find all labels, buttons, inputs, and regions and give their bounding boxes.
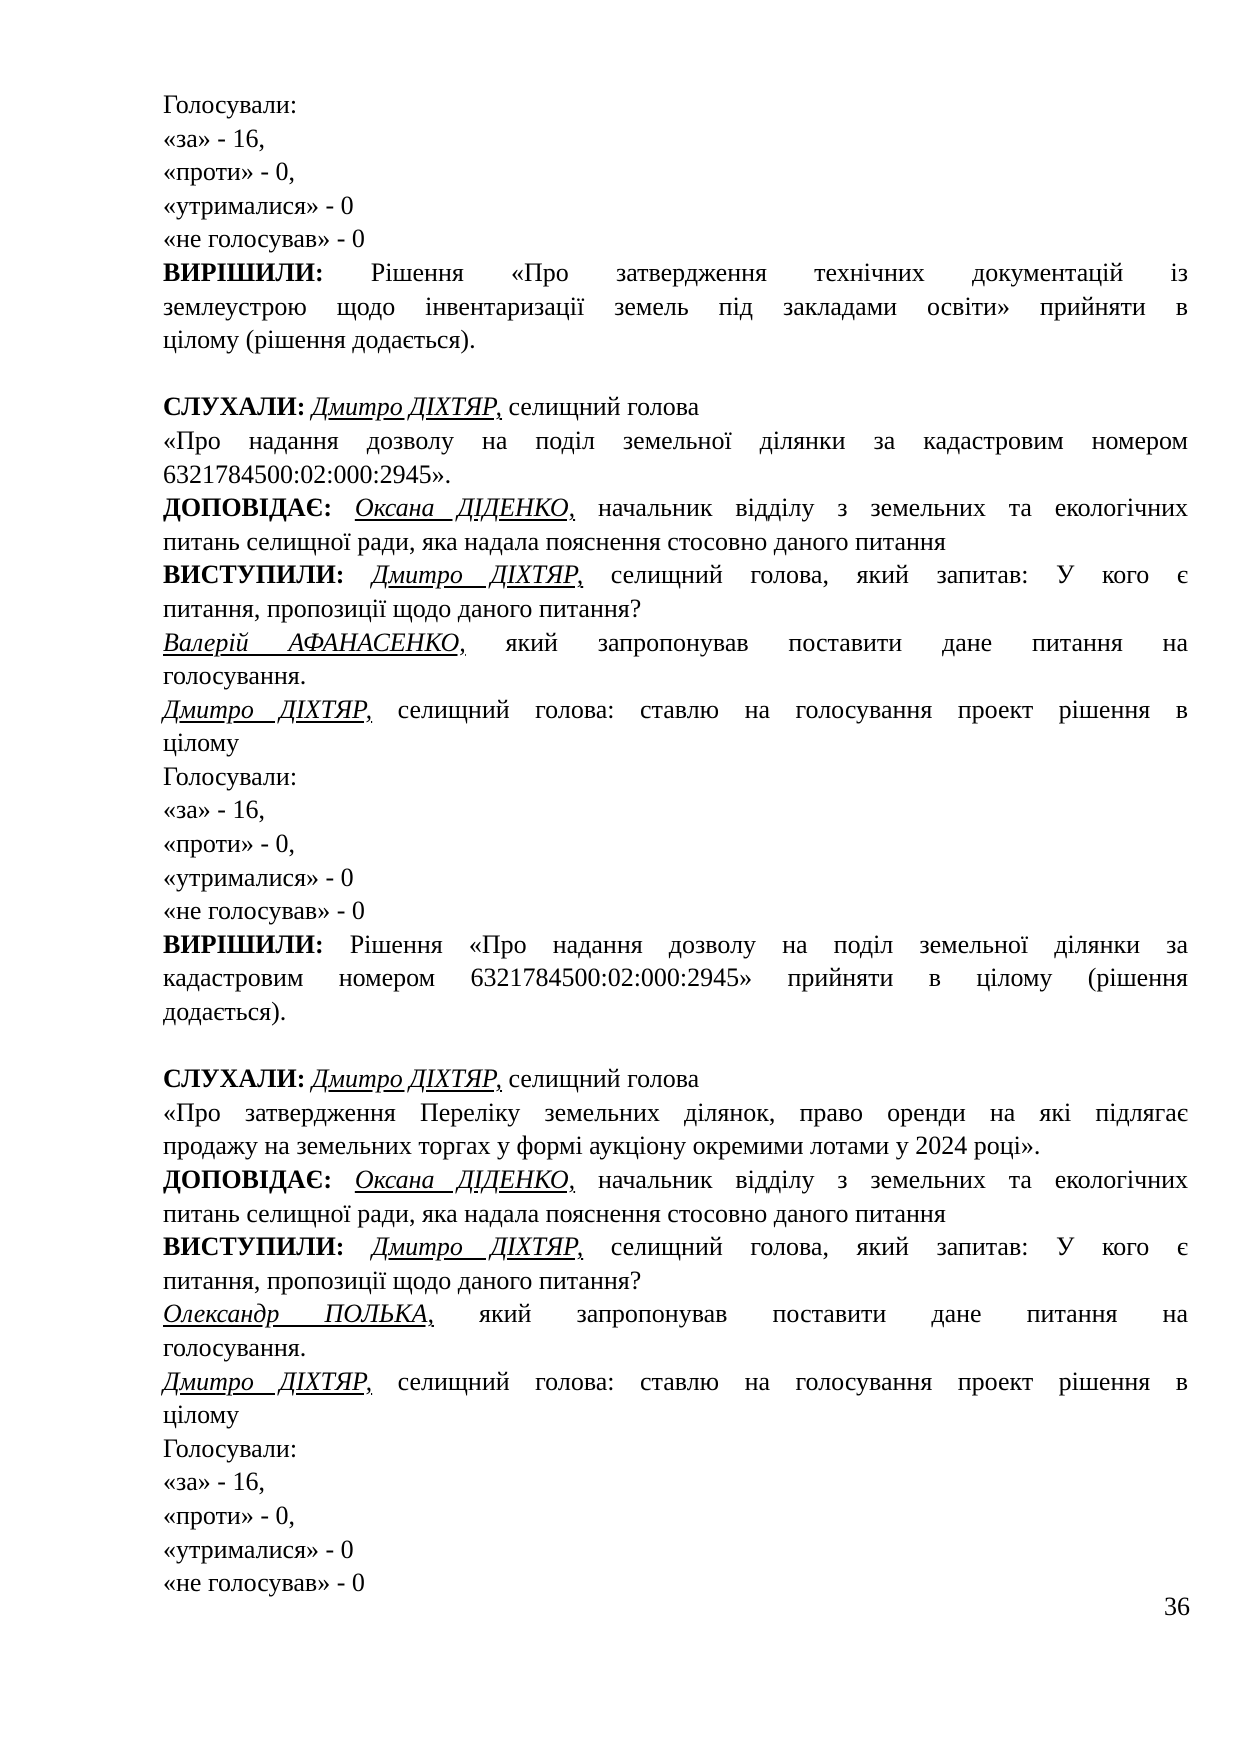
proposal-text: який запропонував поставити дане питання на: [465, 627, 1188, 657]
spoke-line: питання, пропозиції щодо даного питання?: [163, 1265, 642, 1295]
decision-block: [163, 256, 1188, 357]
report-line: питань селищної ради, яка надала пояснення стосовно даного питання: [163, 1198, 946, 1228]
votes-abstained: «утрималися» - 0: [163, 1534, 354, 1564]
votes-not-voted: «не голосував» - 0: [163, 1568, 365, 1598]
votes-not-voted: «не голосував» - 0: [163, 224, 365, 254]
decision-label: ВИРІШИЛИ:: [163, 257, 324, 287]
votes-title: Голосували:: [163, 1433, 298, 1463]
votes-for: «за» - 16,: [163, 123, 265, 153]
heard-role: селищний голова: [502, 392, 700, 422]
agenda-item-1: [163, 390, 1188, 1028]
report-text: начальник відділу з земельних та екологічних: [575, 1165, 1189, 1194]
report-line: питань селищної ради, яка надала пояснення стосовно даного питання: [163, 526, 946, 556]
proposer-name: Валерій АФАНАСЕНКО,: [163, 627, 466, 657]
topic-line: продажу на земельних торгах у формі аукціону окремими лотами у 2024 році».: [163, 1131, 1041, 1161]
heard-person: Дмитро ДІХТЯР,: [311, 392, 503, 422]
section-gap: [163, 357, 1188, 391]
decision-line: цілому (рішення додається).: [163, 325, 476, 355]
votes-for: «за» - 16,: [163, 1467, 265, 1497]
vote-block: [163, 88, 1188, 256]
chair-line: цілому: [163, 1400, 240, 1430]
proposal-text: який запропонував поставити дане питання на: [433, 1299, 1188, 1329]
votes-not-voted: «не голосував» - 0: [163, 896, 365, 926]
spoke-line: питання, пропозиції щодо даного питання?: [163, 593, 642, 623]
spoke-text: селищний голова, який запитав: У кого є: [583, 560, 1188, 590]
votes-title: Голосували:: [163, 761, 298, 791]
chair-name: Дмитро ДІХТЯР,: [163, 694, 373, 724]
page-number: 36: [1164, 1592, 1190, 1621]
votes-against: «проти» - 0,: [163, 1500, 296, 1530]
spoke-text: селищний голова, який запитав: У кого є: [583, 1232, 1188, 1262]
spoke-label: ВИСТУПИЛИ:: [163, 560, 345, 590]
votes-for: «за» - 16,: [163, 795, 265, 825]
votes-title: Голосували:: [163, 90, 298, 119]
section-gap: [163, 1029, 1188, 1063]
decision-line: додається).: [163, 997, 287, 1027]
decision-line: кадастровим номером 6321784500:02:000:2945» прийняти в цілому (рішення: [163, 963, 1188, 993]
heard-label: СЛУХАЛИ:: [163, 1064, 306, 1094]
topic-line: «Про затвердження Переліку земельних ділянок, право оренди на які підлягає: [163, 1097, 1188, 1127]
decision-text: Рішення «Про надання дозволу на поділ земельної ділянки за: [323, 929, 1188, 959]
report-person: Оксана ДІДЕНКО,: [354, 1165, 576, 1194]
heard-role: селищний голова: [502, 1064, 700, 1094]
spoke-person: Дмитро ДІХТЯР,: [372, 560, 584, 590]
votes-against: «проти» - 0,: [163, 157, 296, 187]
heard-person: Дмитро ДІХТЯР,: [311, 1064, 503, 1094]
report-text: начальник відділу з земельних та екологічних: [575, 493, 1189, 523]
proposer-name: Олександр ПОЛЬКА,: [163, 1299, 434, 1329]
spoke-person: Дмитро ДІХТЯР,: [372, 1232, 584, 1262]
decision-text: Рішення «Про затвердження технічних документацій із: [323, 257, 1188, 287]
chair-text: селищний голова: ставлю на голосування проект рішення в: [372, 694, 1189, 724]
decision-label: ВИРІШИЛИ:: [163, 929, 324, 959]
votes-against: «проти» - 0,: [163, 829, 296, 859]
chair-text: селищний голова: ставлю на голосування проект рішення в: [372, 1366, 1189, 1396]
document-page: [163, 88, 1188, 1600]
report-person: Оксана ДІДЕНКО,: [354, 493, 576, 523]
chair-line: цілому: [163, 728, 240, 758]
proposal-line: голосування.: [163, 1332, 307, 1362]
proposal-line: голосування.: [163, 661, 307, 691]
topic-line: 6321784500:02:000:2945».: [163, 459, 452, 489]
topic-line: «Про надання дозволу на поділ земельної ділянки за кадастровим номером: [163, 425, 1188, 455]
votes-abstained: «утрималися» - 0: [163, 862, 354, 892]
report-label: ДОПОВІДАЄ:: [163, 493, 332, 523]
votes-abstained: «утрималися» - 0: [163, 190, 354, 220]
spoke-label: ВИСТУПИЛИ:: [163, 1232, 345, 1262]
decision-line: [163, 256, 1188, 290]
report-label: ДОПОВІДАЄ:: [163, 1165, 332, 1194]
heard-label: СЛУХАЛИ:: [163, 392, 306, 422]
agenda-item-2: [163, 1062, 1188, 1600]
decision-line: землеустрою щодо інвентаризації земель під закладами освіти» прийняти в: [163, 291, 1188, 321]
chair-name: Дмитро ДІХТЯР,: [163, 1366, 373, 1396]
